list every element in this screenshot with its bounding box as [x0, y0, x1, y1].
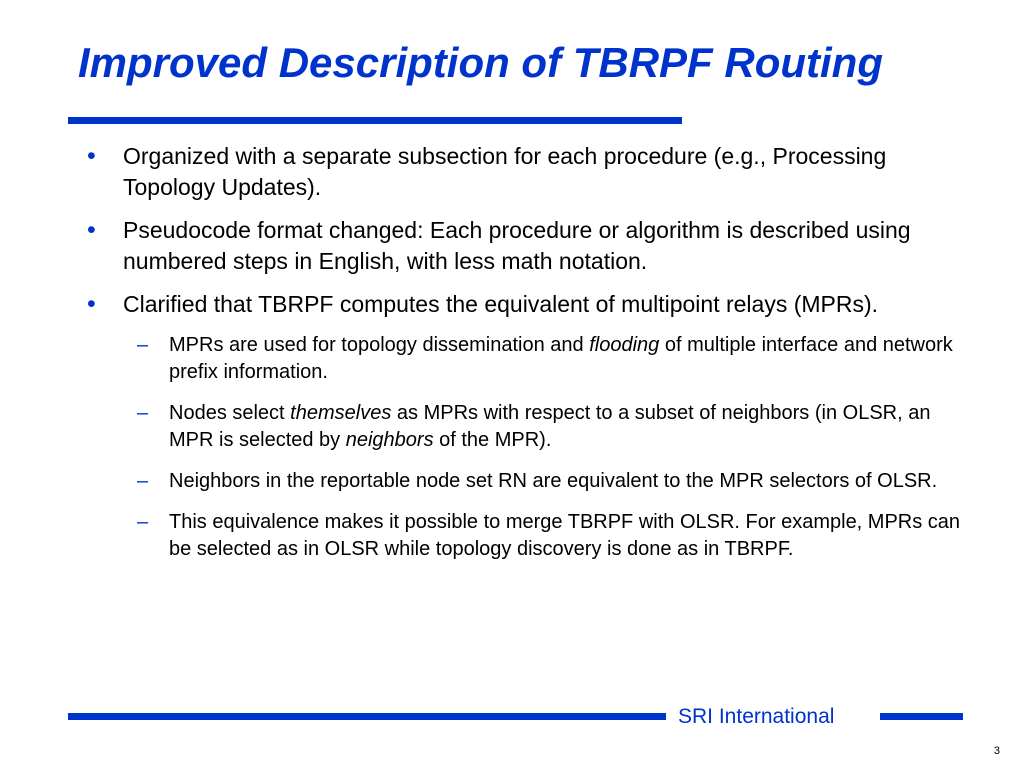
text-run: of the MPR).: [433, 429, 552, 451]
sub-bullet-item-equivalence: [128, 509, 962, 563]
sub-bullet-item-themselves: [128, 400, 962, 454]
emphasis-text: flooding: [589, 334, 660, 356]
bullet-dot-icon: •: [87, 142, 96, 170]
bullet-item-pseudocode: [82, 215, 962, 277]
footer-rule-left: [68, 713, 666, 720]
bullet-item-organized: [82, 141, 962, 203]
page-number: 3: [993, 745, 1000, 757]
bullet-dot-icon: •: [87, 216, 96, 244]
sub-bullet-item-neighbors: [128, 468, 962, 495]
bullet-dot-icon: •: [87, 290, 96, 318]
sub-bullet-text: This equivalence makes it possible to merge TBRPF with OLSR. For example, MPRs can be selected as in OLSR while topology discovery is done as in TBRPF.: [169, 511, 961, 560]
text-run: of multiple interface and network prefix information.: [169, 334, 953, 383]
text-run: as MPRs with respect to a subset of neighbors (in OLSR, an MPR is selected by: [169, 402, 931, 451]
bullet-list: [82, 141, 962, 577]
slide-title: Improved Description of TBRPF Routing: [78, 39, 883, 86]
sub-bullet-text: [169, 402, 930, 451]
footer-rule-right: [880, 713, 963, 720]
sub-bullet-text: [169, 334, 953, 383]
sub-bullet-text: Neighbors in the reportable node set RN are equivalent to the MPR selectors of OLSR.: [169, 470, 938, 492]
title-underline-rule: [68, 117, 682, 124]
sub-bullet-list: [82, 332, 962, 563]
dash-icon: –: [137, 334, 149, 356]
footer-brand-label: SRI International: [678, 705, 835, 728]
bullet-text: Clarified that TBRPF computes the equivalent of multipoint relays (MPRs).: [123, 291, 879, 317]
bullet-text: Pseudocode format changed: Each procedure or algorithm is described using numbered steps in English, with less math notation.: [123, 217, 911, 274]
bullet-text: Organized with a separate subsection for each procedure (e.g., Processing Topology Updates).: [123, 143, 887, 200]
bullet-item-mprs: [82, 289, 962, 320]
text-run: Nodes select: [169, 402, 291, 424]
sub-bullet-item-flooding: [128, 332, 962, 386]
emphasis-text: neighbors: [345, 429, 434, 451]
text-run: MPRs are used for topology dissemination and: [169, 334, 590, 356]
dash-icon: –: [137, 470, 149, 492]
dash-icon: –: [137, 511, 149, 533]
dash-icon: –: [137, 402, 149, 424]
emphasis-text: themselves: [290, 402, 392, 424]
